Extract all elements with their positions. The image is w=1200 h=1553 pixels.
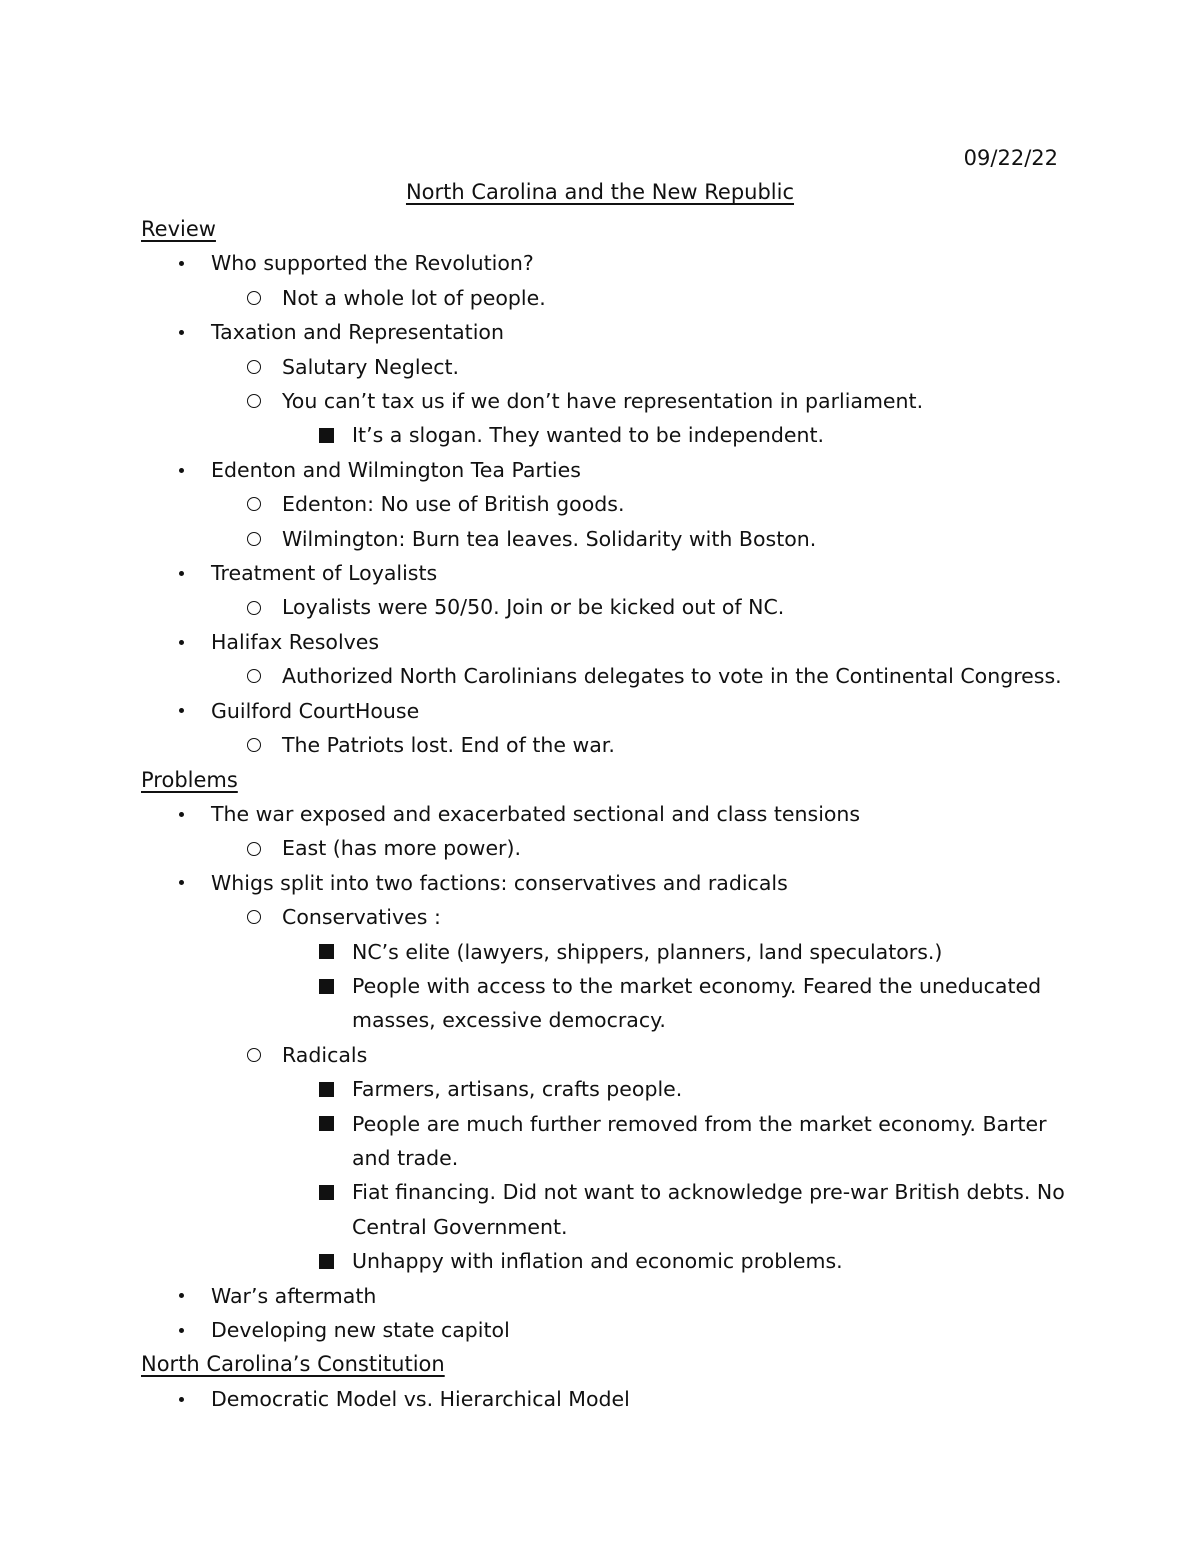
square-bullet-icon <box>319 1107 334 1141</box>
circle-bullet-icon <box>247 487 261 521</box>
bullet-dot-icon <box>179 1313 184 1347</box>
circle-bullet-icon <box>247 350 261 384</box>
sub-bullet-item: The Patriots lost. End of the war. <box>141 728 1071 762</box>
sub-sub-bullet-item: Unhappy with inflation and economic problems. <box>141 1244 1071 1278</box>
circle-bullet-icon <box>247 590 261 624</box>
sub-sub-bullet-item: People with access to the market economy. Feared the uneducated masses, excessive democracy. <box>141 969 1071 1038</box>
note-title: North Carolina and the New Republic <box>405 180 795 204</box>
sub-bullet-item: Authorized North Carolinians delegates to vote in the Continental Congress. <box>141 659 1071 693</box>
bullet-item: Edenton and Wilmington Tea Parties <box>141 453 1071 487</box>
bullet-item: Guilford CourtHouse <box>141 694 1071 728</box>
square-bullet-icon <box>319 1175 334 1209</box>
bullet-item: Democratic Model vs. Hierarchical Model <box>141 1382 1071 1416</box>
square-bullet-icon <box>319 418 334 452</box>
square-bullet-icon <box>319 1072 334 1106</box>
bullet-item: Halifax Resolves <box>141 625 1071 659</box>
circle-bullet-icon <box>247 522 261 556</box>
sub-bullet-item: Not a whole lot of people. <box>141 281 1071 315</box>
sub-sub-bullet-item: NC’s elite (lawyers, shippers, planners, land speculators.) <box>141 935 1071 969</box>
sub-sub-bullet-item: Fiat financing. Did not want to acknowledge pre-war British debts. No Central Government. <box>141 1175 1071 1244</box>
sub-sub-bullet-item: People are much further removed from the market economy. Barter and trade. <box>141 1107 1071 1176</box>
section-heading-constitution: North Carolina’s Constitution <box>141 1352 445 1377</box>
bullet-dot-icon <box>179 866 184 900</box>
bullet-dot-icon <box>179 625 184 659</box>
bullet-dot-icon <box>179 1279 184 1313</box>
bullet-dot-icon <box>179 1382 184 1416</box>
square-bullet-icon <box>319 969 334 1003</box>
section-heading-review: Review <box>141 217 216 241</box>
sub-bullet-item: Loyalists were 50/50. Join or be kicked out of NC. <box>141 590 1071 624</box>
bullet-item: Developing new state capitol <box>141 1313 1071 1347</box>
sub-bullet-item: Edenton: No use of British goods. <box>141 487 1071 521</box>
circle-bullet-icon <box>247 384 261 418</box>
circle-bullet-icon <box>247 831 261 865</box>
circle-bullet-icon <box>247 659 261 693</box>
bullet-dot-icon <box>179 797 184 831</box>
bullet-dot-icon <box>179 694 184 728</box>
sub-bullet-item: East (has more power). <box>141 831 1071 865</box>
sub-bullet-item: Wilmington: Burn tea leaves. Solidarity with Boston. <box>141 522 1071 556</box>
circle-bullet-icon <box>247 728 261 762</box>
sub-bullet-item: Radicals <box>141 1038 1071 1072</box>
sub-bullet-item: You can’t tax us if we don’t have representation in parliament. <box>141 384 1071 418</box>
circle-bullet-icon <box>247 900 261 934</box>
bullet-item: Whigs split into two factions: conservatives and radicals <box>141 866 1071 900</box>
sub-sub-bullet-item: It’s a slogan. They wanted to be independent. <box>141 418 1071 452</box>
bullet-item: Who supported the Revolution? <box>141 246 1071 280</box>
sub-sub-bullet-item: Farmers, artisans, crafts people. <box>141 1072 1071 1106</box>
bullet-dot-icon <box>179 246 184 280</box>
bullet-dot-icon <box>179 315 184 349</box>
bullet-item: War’s aftermath <box>141 1279 1071 1313</box>
bullet-item: Treatment of Loyalists <box>141 556 1071 590</box>
bullet-dot-icon <box>179 453 184 487</box>
circle-bullet-icon <box>247 1038 261 1072</box>
bullet-dot-icon <box>179 556 184 590</box>
bullet-item: The war exposed and exacerbated sectional and class tensions <box>141 797 1071 831</box>
sub-bullet-item: Salutary Neglect. <box>141 350 1071 384</box>
note-body <box>141 212 1071 1416</box>
note-date: 09/22/22 <box>963 146 1058 170</box>
bullet-item: Taxation and Representation <box>141 315 1071 349</box>
square-bullet-icon <box>319 1244 334 1278</box>
sub-bullet-item: Conservatives : <box>141 900 1071 934</box>
square-bullet-icon <box>319 935 334 969</box>
section-heading-problems: Problems <box>141 767 238 792</box>
circle-bullet-icon <box>247 281 261 315</box>
